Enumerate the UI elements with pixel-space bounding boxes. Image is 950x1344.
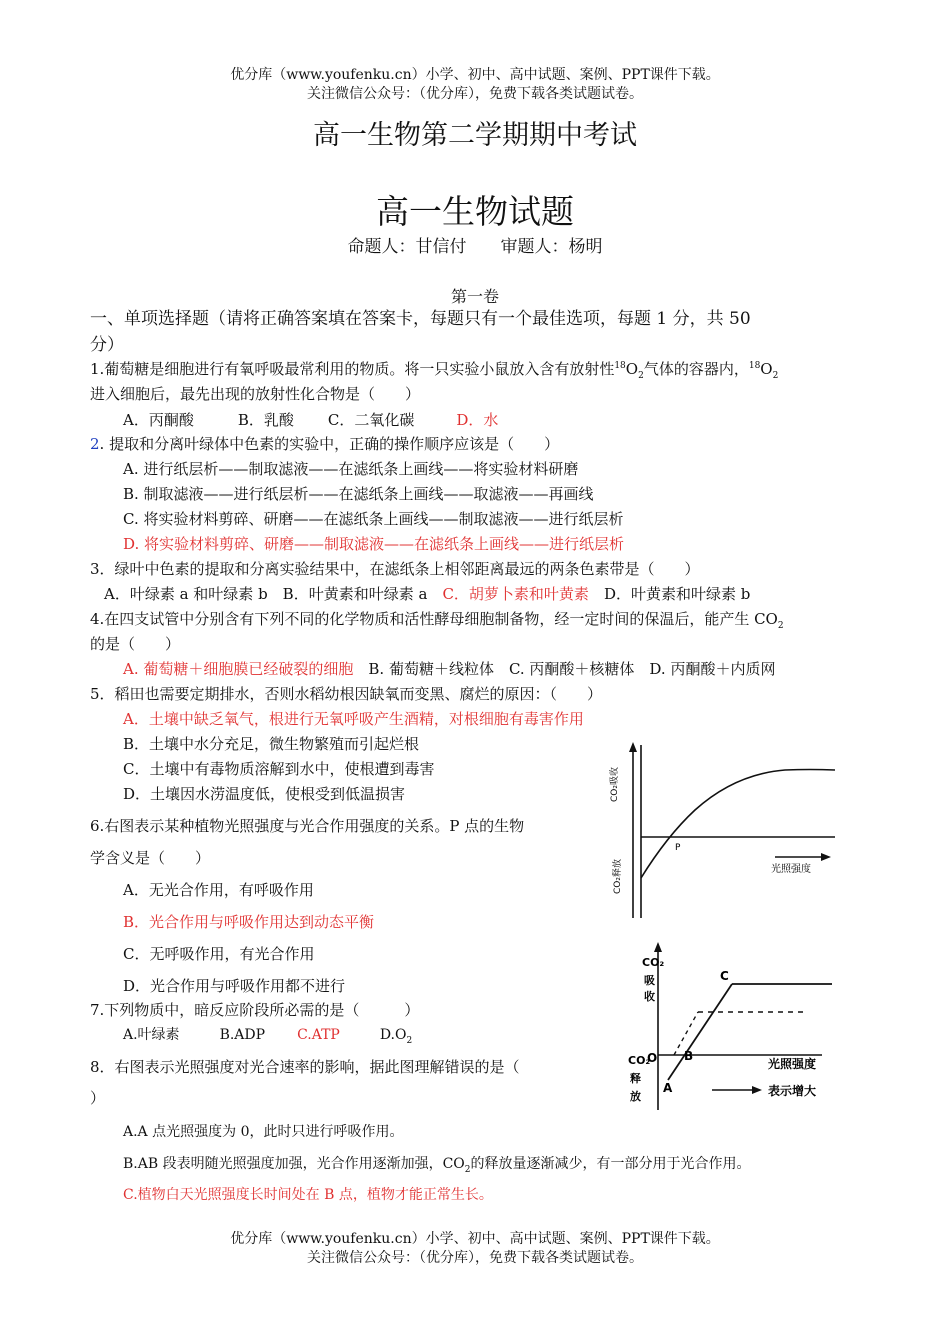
fig2-point-c: C: [720, 969, 729, 983]
q2-option-d: D. 将实验材料剪碎、研磨——制取滤液——在滤纸条上画线——进行纸层析: [123, 535, 625, 553]
q6-option-d: D．光合作用与呼吸作用都不进行: [123, 977, 346, 995]
fig1-point-p: P: [675, 843, 681, 853]
fig2-y-top-1: CO₂: [642, 956, 665, 969]
q3-options: A．叶绿素 a 和叶绿素 b B．叶黄素和叶绿素 a C．胡萝卜素和叶黄素 D．叶黄素和叶绿素 b: [104, 585, 751, 603]
figure-light-vs-photosynthesis: [595, 740, 845, 925]
fig1-curve: [641, 770, 835, 879]
q6-option-c: C．无呼吸作用，有光合作用: [123, 945, 315, 963]
exam-title: 高一生物第二学期期中考试: [313, 120, 637, 151]
q5-option-c: C．土壤中有毒物质溶解到水中，使根遭到毒害: [123, 760, 435, 778]
fig2-y-top-2: 吸: [644, 974, 655, 987]
fig1-x-label: 光照强度: [771, 864, 811, 875]
fig2-legend-arrow-head: [752, 1086, 762, 1094]
header-line-1: 优分库（www.youfenku.cn）小学、初中、高中试题、案例、PPT课件下载。: [230, 67, 720, 83]
fig2-x-label: 光照强度: [768, 1057, 817, 1071]
q5-option-d: D．土壤因水涝温度低，使根受到低温损害: [123, 785, 406, 803]
fig2-y-bot-1: CO₂: [628, 1054, 651, 1067]
q8-stem-line-1: 8．右图表示光照强度对光合速率的影响，据此图理解错误的是（: [90, 1058, 520, 1076]
fig2-y-bot-3: 放: [630, 1090, 641, 1103]
q5-stem: 5．稻田也需要定期排水，否则水稻幼根因缺氧而变黑、腐烂的原因：（ ）: [90, 685, 603, 703]
fig2-line-solid-rise: [668, 984, 732, 1080]
fig2-origin: O: [647, 1051, 658, 1065]
section-heading-line-2: 分）: [90, 335, 124, 355]
q3-stem: 3．绿叶中色素的提取和分离实验结果中，在滤纸条上相邻距离最远的两条色素带是（ ）: [90, 560, 700, 578]
q1-stem-line-2: 进入细胞后，最先出现的放射性化合物是（ ）: [90, 385, 421, 403]
figure-light-intensity-rate: [622, 940, 842, 1115]
header-line-2: 关注微信公众号：（优分库），免费下载各类试题试卷。: [307, 86, 643, 102]
fig1-x-arrow-head: [821, 853, 831, 861]
q8-stem-line-2: ）: [90, 1089, 106, 1107]
q8-option-b: B.AB 段表明随光照强度加强，光合作用逐渐加强，$CO_2$的释放量逐渐减少，有一部分用于光合作用。: [123, 1156, 751, 1175]
q5-option-b: B．土壤中水分充足，微生物繁殖而引起烂根: [123, 735, 420, 753]
q1-stem-line-1: 1.葡萄糖是细胞进行有氧呼吸最常利用的物质。将一只实验小鼠放入含有放射性$^{18}O_2$气体的容器内，$^{18}O_2$: [90, 360, 779, 381]
fig2-y-arrow: [654, 942, 662, 952]
q7-stem: 7.下列物质中，暗反应阶段所必需的是（ ）: [90, 1001, 420, 1019]
q6-option-a: A．无光合作用，有呼吸作用: [123, 881, 314, 899]
q4-options: A. 葡萄糖＋细胞膜已经破裂的细胞 B. 葡萄糖＋线粒体 C. 丙酮酸＋核糖体 D. 丙酮酸＋内质网: [123, 660, 776, 678]
fig1-y-arrow-up: [629, 742, 637, 752]
volume-label: 第一卷: [450, 287, 499, 306]
q8-option-a: A.A 点光照强度为 0，此时只进行呼吸作用。: [123, 1124, 404, 1140]
q7-options: A.叶绿素 B.ADP C.ATP $D.O_2$: [123, 1027, 413, 1046]
footer-line-1: 优分库（www.youfenku.cn）小学、初中、高中试题、案例、PPT课件下载。: [230, 1231, 720, 1247]
q2-option-b: B. 制取滤液——进行纸层析——在滤纸条上画线——取滤液——再画线: [123, 485, 594, 503]
q2-option-c: C. 将实验材料剪碎、研磨——在滤纸条上画线——制取滤液——进行纸层析: [123, 510, 624, 528]
q6-option-b: B．光合作用与呼吸作用达到动态平衡: [123, 913, 375, 931]
q1-options: [123, 409, 498, 430]
footer-line-2: 关注微信公众号：（优分库），免费下载各类试题试卷。: [307, 1250, 643, 1266]
q5-option-a: A．土壤中缺乏氧气，根进行无氧呼吸产生酒精，对根细胞有毒害作用: [123, 710, 584, 728]
q4-stem-line-2: 的是（ ）: [90, 635, 181, 653]
section-heading-line-1: 一、单项选择题（请将正确答案填在答案卡，每题只有一个最佳选项，每题 1 分，共 50: [90, 309, 751, 329]
q1-option-d: D．水: [456, 411, 499, 429]
q2-stem: 2. 提取和分离叶绿体中色素的实验中，正确的操作顺序应该是（ ）: [90, 435, 560, 453]
fig2-legend-label: 表示增大: [768, 1084, 817, 1098]
q1-option-b: B．乳酸: [237, 411, 294, 429]
authors: 命题人：甘信付 审题人：杨明: [347, 237, 603, 257]
fig2-y-top-3: 收: [644, 990, 655, 1003]
fig1-y-label-top: CO₂吸收: [610, 767, 620, 802]
q1-option-c: C．二氧化碳: [327, 411, 415, 429]
q6-stem-line-1: 6.右图表示某种植物光照强度与光合作用强度的关系。P 点的生物: [90, 817, 525, 835]
q6-stem-line-2: 学含义是（ ）: [90, 849, 211, 867]
fig2-y-bot-2: 释: [630, 1072, 641, 1085]
subject-title: 高一生物试题: [376, 192, 574, 231]
q4-stem-line-1: 4.在四支试管中分别含有下列不同的化学物质和活性酵母细胞制备物，经一定时间的保温后，能产生 $CO_2$: [90, 610, 784, 631]
q1-option-a: A．丙酮酸: [123, 411, 194, 429]
fig2-point-b: B: [684, 1049, 694, 1063]
q8-option-c: C.植物白天光照强度长时间处在 B 点，植物才能正常生长。: [123, 1187, 493, 1203]
fig2-point-a: A: [663, 1081, 673, 1095]
section-heading: [90, 306, 865, 358]
fig1-y-label-bottom: CO₂释放: [613, 859, 623, 894]
q2-option-a: A. 进行纸层析——制取滤液——在滤纸条上画线——将实验材料研磨: [123, 460, 579, 478]
